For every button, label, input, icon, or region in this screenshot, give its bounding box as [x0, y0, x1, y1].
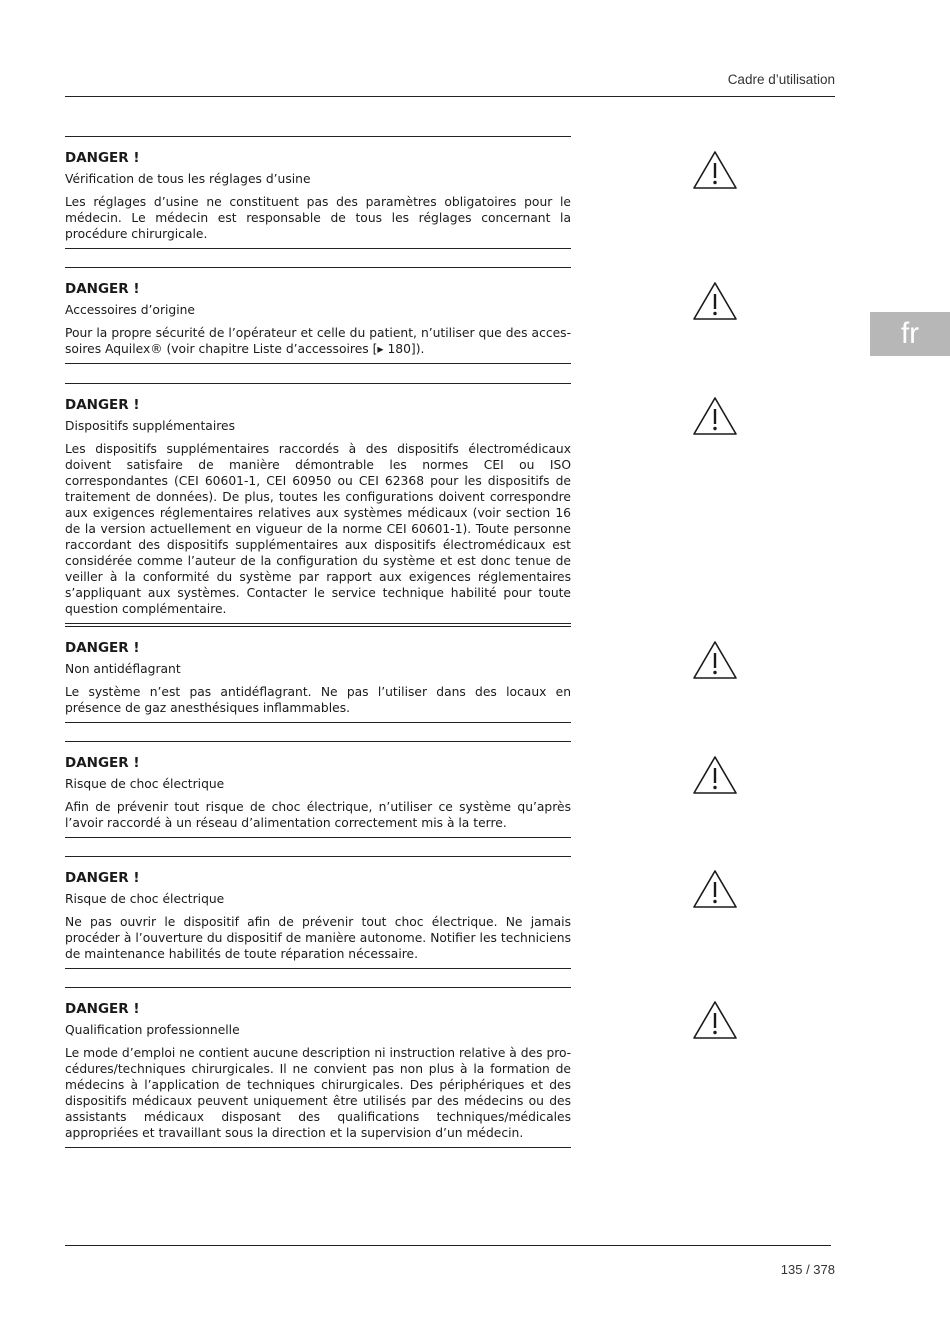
warning-subtitle: Accessoires d’origine	[65, 303, 195, 317]
running-header-title: Cadre d’utilisation	[727, 72, 835, 87]
warning-block	[65, 383, 571, 624]
warning-subtitle: Qualification professionnelle	[65, 1023, 240, 1037]
warning-body: Le mode d’emploi ne contient aucune description ni instruction relative à des procédures/techniques chirurgicales. Il ne convient pas non plus à la formation de médecins à l’application de techniques chirurgicales. Des périphériques et des dispositifs médicaux peuvent uniquement être utilisés par des médecins ou des assistants médicaux disposant des qualifications techniques/médicales appropriées et travaillant sous la direction et la supervision d’un médecin.	[65, 1046, 571, 1140]
warning-body: Le système n’est pas antidéflagrant. Ne pas l’utiliser dans des locaux en présence de gaz anesthésiques inflammables.	[65, 685, 571, 715]
warning-subtitle: Risque de choc électrique	[65, 777, 225, 791]
warning-label: DANGER !	[65, 281, 140, 297]
warning-block	[65, 856, 571, 969]
warning-label: DANGER !	[65, 870, 140, 886]
warning-triangle-icon	[692, 396, 738, 436]
page-number: 135 / 378	[780, 1262, 835, 1277]
warning-triangle-icon	[692, 150, 738, 190]
warning-body: Les dispositifs supplémentaires raccordés à des dispositifs électromédicaux doivent satisfaire de manière démontrable les normes CEI ou ISO correspondantes (CEI 60601-1, CEI 60950 ou CEI 62368 pour les dispositifs de traitement de données). De plus, toutes les configurations doivent correspondre aux exigences réglementaires relatives aux systèmes médicaux (voir section 16 de la version actuellement en vigueur de la norme CEI 60601-1). Toute personne raccordant des dispositifs supplémentaires aux dispositifs électromédicaux est considérée comme l’auteur de la configuration du système et est donc tenue de veiller à la conformité du système par rapport aux exigences réglementaires s’appliquant aux systèmes. Contacter le service technique habilité pour toute question complémentaire.	[65, 442, 571, 616]
warning-block	[65, 267, 571, 364]
warning-subtitle: Vérification de tous les réglages d’usine	[65, 172, 311, 186]
warning-block	[65, 136, 571, 249]
warning-block	[65, 987, 571, 1148]
warning-triangle-icon	[692, 755, 738, 795]
warning-body: Afin de prévenir tout risque de choc électrique, n’utiliser ce système qu’après l’avoir raccordé à un réseau d’alimentation correctement mis à la terre.	[65, 800, 571, 830]
warning-body: Pour la propre sécurité de l’opérateur et celle du patient, n’utiliser que des accessoires Aquilex® (voir chapitre Liste d’accessoires [▸ 180]).	[65, 326, 571, 356]
warning-body: Les réglages d’usine ne constituent pas des paramètres obligatoires pour le médecin. Le médecin est responsable de tous les réglages concernant la procédure chirurgicale.	[65, 195, 571, 241]
language-tab: fr	[870, 312, 950, 356]
header-divider	[65, 96, 835, 97]
warning-label: DANGER !	[65, 397, 140, 413]
warning-subtitle: Dispositifs supplémentaires	[65, 419, 235, 433]
warning-triangle-icon	[692, 1000, 738, 1040]
warning-label: DANGER !	[65, 150, 140, 166]
warning-triangle-icon	[692, 640, 738, 680]
warning-body: Ne pas ouvrir le dispositif afin de prévenir tout choc électrique. Ne jamais procéder à l’ouverture du dispositif de manière autonome. Notifier les techniciens de maintenance habilités de toute réparation nécessaire.	[65, 915, 571, 961]
warning-label: DANGER !	[65, 640, 140, 656]
warning-triangle-icon	[692, 281, 738, 321]
warning-block	[65, 626, 571, 723]
warning-label: DANGER !	[65, 755, 140, 771]
warning-subtitle: Non antidéflagrant	[65, 662, 181, 676]
warning-subtitle: Risque de choc électrique	[65, 892, 225, 906]
warning-label: DANGER !	[65, 1001, 140, 1017]
footer-divider	[65, 1245, 831, 1246]
warning-block	[65, 741, 571, 838]
warning-triangle-icon	[692, 869, 738, 909]
